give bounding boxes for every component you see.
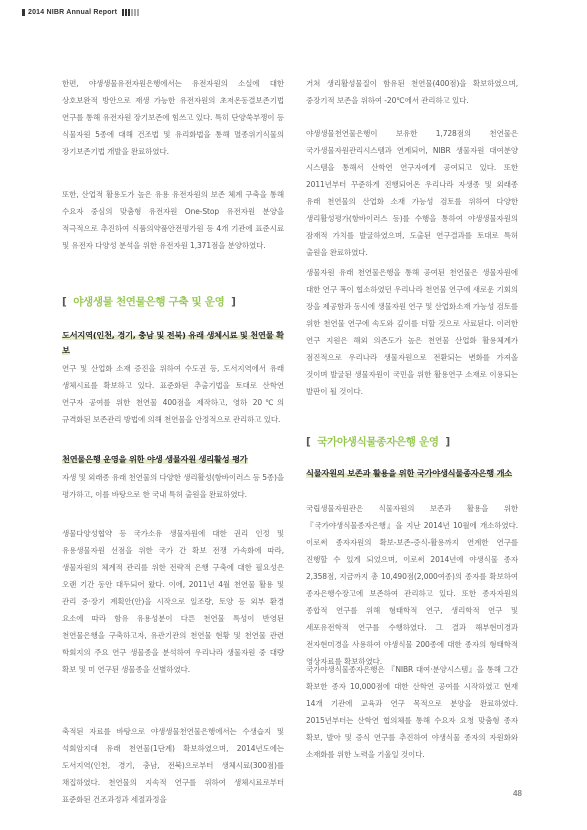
header-mark: [22, 9, 25, 16]
right-paragraph-5: 국가야생식물종자은행은 『NIBR 대여·분양시스템』을 통해 그간 확보한 종자 10,000점에 대한 산학연 공여를 시작하였고 현재 14개 기관에 교육과 연구 목적으로 분양을 완료하였다. 2015년부터는 산학연 협의체를 통해 수요자 요청 맞춤형 종자 확보, 발아 및 증식 연구를 추진하여 야생식물 종자의 자원화와 소재화를 위한 노력을 기울일 것이다.: [306, 665, 518, 759]
left-paragraph-4: 자생 및 외래종 유래 천연물의 다양한 생리활성(항바이러스 등 5종)을 평가하고, 이를 바탕으로 한 국내 특허 출원을 완료하였다.: [62, 473, 284, 499]
right-paragraph-2: 야생생물천연물은행이 보유한 1,728점의 천연물은 국가생물자원관리시스템과 연계되어, NIBR 생물자원 대여분양 시스템을 통해서 산학연 연구자에게 공여되고 있다. 또한 2011년부터 꾸준하게 진행되어온 우리나라 자생종 및 외래종 유래 천연물의 산업화 소재 가능성 검토를 위하여 다양한 생리활성평가(항바이러스 등)를 수행을 통하여 야생생물자원의 잠재적 가치를 발굴하였으며, 도출된 연구결과를 토대로 특허 출원을 완료하였다.: [306, 129, 518, 257]
left-paragraph-2: 또한, 산업적 활용도가 높은 유용 유전자원의 보존 체계 구축을 통해 수요자 중심의 맞춤형 유전자원 One-Stop 유전자원 분양을 적극적으로 추진하여 식품의약품안전평가원 등 4개 기관에 표준시료 및 유전자 다양성 분석을 위한 유전자원 1,371점을 분양하였다.: [62, 190, 284, 250]
subheading-bioactivity: 천연물은행 운영을 위한 야생 생물자원 생리활성 평가: [62, 454, 248, 464]
section-title-text: 국가야생식물종자은행 운영: [317, 436, 439, 448]
left-paragraph-1: 한편, 야생생물유전자원은행에서는 유전자원의 소실에 대한 상호보완적 방안으로 재생 가능한 유전자원의 초저온동결보존기법 연구를 통해 유전자원 장기보존에 힘쓰고 있다. 특히 단양쑥부쟁이 등 식물자원 5종에 대해 건조법 및 유리화법을 통해 멸종위기식물의 장기보존기법 개발을 완료하였다.: [62, 79, 284, 156]
header-bars-decoration: [122, 9, 139, 16]
subheading-island-samples: 도서지역(인천, 경기, 충남 및 전북) 유래 생체시료 및 천연물 확보: [62, 330, 284, 355]
section-title-natural-products: [ 야생생물 천연물은행 구축 및 운영 ]: [62, 296, 236, 308]
section-title-seed-bank: [ 국가야생식물종자은행 운영 ]: [306, 436, 450, 448]
page-number: 48: [513, 789, 522, 798]
subheading-seed-bank-opening: 식물자원의 보존과 활용을 위한 국가야생식물종자은행 개소: [306, 468, 512, 478]
left-paragraph-5: 생물다양성협약 등 국가소유 생물자원에 대한 권리 인정 및 유용생물자원 선점을 위한 국가 간 확보 전쟁 가속화에 따라, 생물자원의 체계적 관리를 위한 전략적 은행 구축에 대한 필요성은 오랜 기간 동안 대두되어 왔다. 이에, 2011년 4월 천연물 활용 및 관리 중·장기 계획안(안)을 시작으로 일조량, 토양 등 외부 환경 요소에 따라 함유 유용성분이 다른 천연물 특성이 반영된 천연물은행을 구축하고자, 유관기관의 천연물 현황 및 천연물 관련 학회지의 주요 연구 생물종을 분석하여 우리나라 생물자원 중 대량 확보 및 미 연구된 생물종을 선별하였다.: [62, 529, 284, 674]
right-paragraph-1: 거쳐 생리활성물질이 함유된 천연물(400점)을 확보하였으며, 중장기적 보존을 위하여 -20℃에서 관리하고 있다.: [306, 79, 518, 105]
right-paragraph-4: 국립생물자원관은 식물자원의 보존과 활용을 위한 『국가야생식물종자은행』을 지난 2014년 10월에 개소하였다. 이로써 종자자원의 확보-보존-증식-활용까지 연계한 연구를 진행할 수 있게 되었으며, 이로써 2014년에 야생식물 종자 2,358점, 지금까지 총 10,490점(2,000여종)의 종자를 확보하여 종자은행수장고에 보존하여 관리하고 있다. 또한 종자자원의 종합적 연구를 위해 형태학적 연구, 생리학적 연구 및 세포유전학적 연구를 수행하였다. 그 결과 해부현미경과 전자현미경을 사용하여 야생식물 200종에 대한 종자의 형태학적 영상자료를 확보하였다.: [306, 504, 518, 666]
report-title: 2014 NIBR Annual Report: [28, 9, 118, 16]
right-paragraph-3: 생물자원 유래 천연물은행을 통해 공여된 천연물은 생물자원에 대한 연구 폭이 협소하였던 우리나라 천연물 연구에 새로운 기회의 장을 제공함과 동시에 생물자원 연구 및 산업화소재 가능성 검토를 위한 천연물 연구에 속도와 깊이를 더할 것으로 사료된다. 이러한 연구 지원은 해외 의존도가 높은 천연물 산업화 활용체계가 점진적으로 우리나라 생물자원으로 전환되는 변화를 가져올 것이며 발굴된 생물자원이 국민을 위한 활용연구 소재로 이용되는 발판이 될 것이다.: [306, 268, 518, 396]
section-title-text: 야생생물 천연물은행 구축 및 운영: [73, 296, 225, 308]
report-header: [22, 9, 139, 16]
left-paragraph-6: 축적된 자료를 바탕으로 야생생물천연물은행에서는 수생습지 및 석회암지대 유래 천연물(1단계) 확보하였으며, 2014년도에는 도서지역(인천, 경기, 충남, 전북)으로부터 생체시료(300점)를 채집하였다. 천연물의 지속적 연구를 위하여 생체시료로부터 표준화된 건조과정과 세절과정을: [62, 727, 284, 804]
left-paragraph-3: 연구 및 산업화 소재 증진을 위하여 수도권 등, 도서지역에서 유래 생체시료를 확보하고 있다. 표준화된 추출기법을 토대로 산학연 연구자 공여를 위한 천연물 400점을 제작하고, 영하 20℃의 규격화된 보존관리 방법에 의해 천연물을 안정적으로 관리하고 있다.: [62, 364, 284, 424]
